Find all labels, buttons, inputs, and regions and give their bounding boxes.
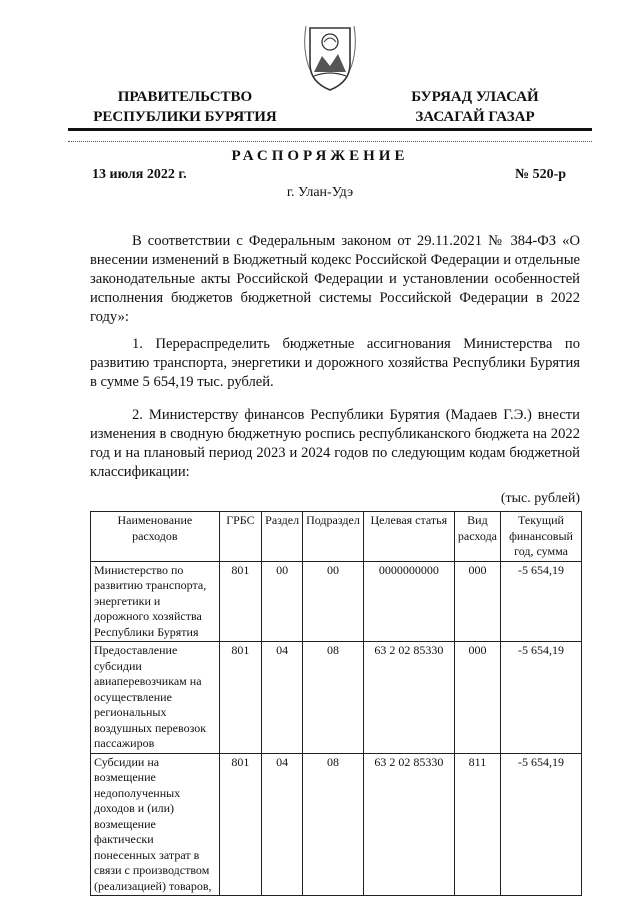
cell-podrazdel: 08 <box>303 642 364 754</box>
table-row <box>91 753 582 896</box>
document-number: № 520-р <box>515 167 567 182</box>
cell-grbs: 801 <box>219 753 261 896</box>
clause-1-paragraph: 1. Перераспределить бюджетные ассигнования Министерства по развитию транспорта, энергетики и дорожного хозяйства Республики Бурятия в сумме 5 654,19 тыс. рублей. <box>90 336 580 390</box>
table-header-row <box>91 512 582 562</box>
cell-vid: 000 <box>454 642 500 754</box>
clause-2-paragraph: 2. Министерству финансов Республики Бурятия (Мадаев Г.Э.) внести изменения в сводную бюджетную роспись республиканского бюджета на 2022 год и на плановый период 2023 и 2024 годов по следующим кодам бюджетной классификации: <box>90 407 580 480</box>
col-header-target: Целевая статья <box>363 512 454 562</box>
cell-razdel: 04 <box>262 642 303 754</box>
cell-amount: -5 654,19 <box>501 642 582 754</box>
col-header-vid: Вид расхода <box>454 512 500 562</box>
cell-razdel: 00 <box>262 561 303 642</box>
col-header-current: Текущий финансовый год, сумма <box>501 512 582 562</box>
cell-name: Предоставление субсидии авиаперевозчикам на осуществление региональных воздушных перевозок пассажиров <box>91 642 220 754</box>
cell-name: Субсидии на возмещение недополученных доходов и (или) возмещение фактически понесенных затрат в связи с производством (реализацией) товаров, <box>91 753 220 896</box>
col-header-razdel: Раздел <box>262 512 303 562</box>
cell-razdel: 04 <box>262 753 303 896</box>
coat-of-arms-icon <box>300 20 360 92</box>
cell-grbs: 801 <box>219 561 261 642</box>
cell-vid: 811 <box>454 753 500 896</box>
cell-target: 0000000000 <box>363 561 454 642</box>
preamble-paragraph: В соответствии с Федеральным законом от 29.11.2021 № 384-ФЗ «О внесении изменений в Бюджетный кодекс Российской Федерации и отдельные законодательные акты Российской Федерации и установлении особенностей исполнения бюджетов бюджетной системы Российской Федерации в 2022 году»: <box>90 233 580 325</box>
government-name-ru-line1: ПРАВИТЕЛЬСТВО <box>117 89 253 105</box>
government-name-ru <box>80 87 290 127</box>
government-name-bua-line1: БУРЯАД УЛАСАЙ <box>411 89 539 105</box>
cell-amount: -5 654,19 <box>501 753 582 896</box>
col-header-podrazdel: Подраздел <box>303 512 364 562</box>
government-name-ru-line2: РЕСПУБЛИКИ БУРЯТИЯ <box>93 109 277 125</box>
budget-table <box>90 511 582 896</box>
cell-vid: 000 <box>454 561 500 642</box>
cell-grbs: 801 <box>219 642 261 754</box>
document-date: 13 июля 2022 г. <box>92 167 187 182</box>
col-header-grbs: ГРБС <box>219 512 261 562</box>
cell-target: 63 2 02 85330 <box>363 753 454 896</box>
col-header-name: Наименование расходов <box>91 512 220 562</box>
cell-podrazdel: 00 <box>303 561 364 642</box>
table-row <box>91 561 582 642</box>
cell-target: 63 2 02 85330 <box>363 642 454 754</box>
header-divider <box>68 128 592 131</box>
header-dotted-divider <box>68 141 592 142</box>
cell-name: Министерство по развитию транспорта, энергетики и дорожного хозяйства Республики Бурятия <box>91 561 220 642</box>
government-name-bua <box>395 87 555 127</box>
table-row <box>91 642 582 754</box>
cell-amount: -5 654,19 <box>501 561 582 642</box>
document-city: г. Улан-Удэ <box>286 185 354 200</box>
document-title: РАСПОРЯЖЕНИЕ <box>231 148 409 164</box>
government-name-bua-line2: ЗАСАГАЙ ГАЗАР <box>415 109 535 125</box>
table-unit-label: (тыс. рублей) <box>500 491 580 506</box>
cell-podrazdel: 08 <box>303 753 364 896</box>
